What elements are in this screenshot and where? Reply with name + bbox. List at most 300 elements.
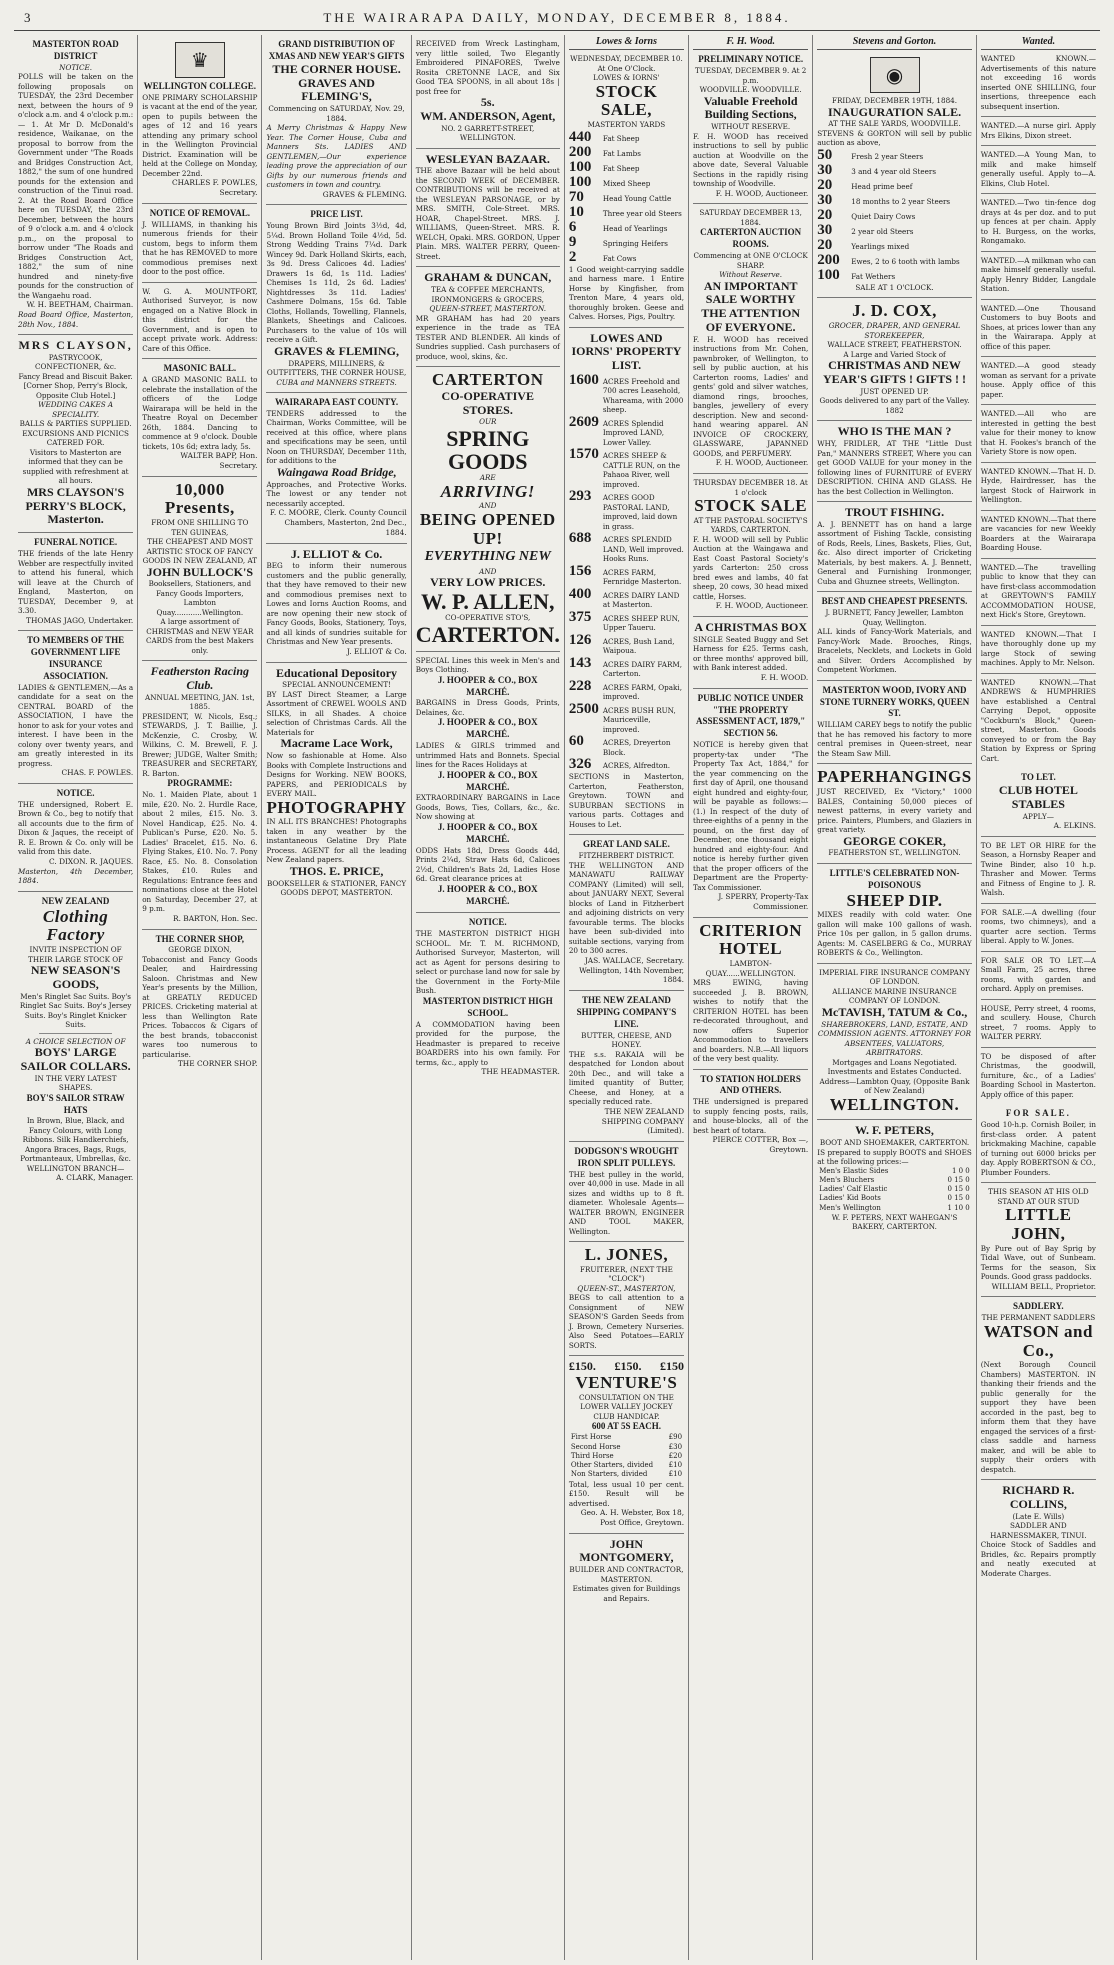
ad-headline: VENTURE'S: [575, 1373, 678, 1393]
item-quantity: 30: [817, 161, 833, 178]
item-quantity: 100: [568, 158, 592, 175]
ad-body: Goods delivered to any part of the Valley. 1882: [819, 396, 970, 415]
item-description: Three year old Steers: [602, 208, 682, 218]
ad-signature: WALTER BAPP, Hon. Secretary.: [180, 451, 258, 470]
ad-line: JUST OPENED UP.: [860, 386, 929, 396]
ad-body: Booksellers, Stationers, and Fancy Goods Importers, Lambton Quay............Wellington.: [148, 579, 252, 617]
ad-title: NOTICE.: [56, 788, 95, 799]
ad-stock-sale-carterton: [693, 474, 808, 617]
ad-title: DODGSON'S WROUGHT IRON SPLIT PULLEYS.: [574, 1146, 679, 1168]
item-description: ACRES SHEEP & CATTLE RUN, on the Pahaoa River, well improved.: [602, 451, 681, 489]
list-item: [817, 253, 971, 268]
ad-body: W. G. A. MOUNTFORT, Authorised Surveyor, is now engaged on a Native Block in this district for the Government, and is open to accept private work. Address: Care of this Office.: [142, 286, 258, 353]
ad-body: Men's Ringlet Sac Suits. Boy's Ringlet Sac Suits. Boy's Jersey Suits. Boy's Ringlet Knicker Suits.: [19, 991, 132, 1030]
ad-road-district: [18, 35, 133, 335]
price-table: [817, 1167, 971, 1213]
ad-headline: W. F. PETERS,: [855, 1123, 934, 1138]
ad-subtitle: LOWES & IORNS': [593, 73, 660, 83]
ad-line: A CHOICE SELECTION OF: [25, 1036, 126, 1046]
item-description: ACRES FARM, Fernridge Masterton.: [602, 567, 682, 587]
ad-date: TUESDAY, DECEMBER 9. At 2 p.m.: [694, 66, 807, 85]
ad-headline: WATSON and Co.,: [983, 1321, 1093, 1360]
property-list: [569, 373, 684, 773]
ad-woodville-sections: [693, 50, 808, 204]
ad-little-john: [981, 1183, 1096, 1297]
row-value: £90: [668, 1433, 683, 1442]
ad-signature: THE CORNER SHOP.: [177, 1059, 258, 1069]
column-3: [262, 35, 411, 1960]
ad-headline: Macrame Lace Work,: [280, 736, 393, 751]
ad-headline: INAUGURATION SALE.: [827, 104, 962, 119]
wanted-notice: WANTED KNOWN.—That there are vacancies for new Weekly Boarders at the Wairarapa Boarding House.: [981, 511, 1096, 559]
column-8: [977, 35, 1100, 1960]
ad-body: IS prepared to supply BOOTS and SHOES at the following prices:—: [817, 1147, 972, 1167]
item-description: ACRES, Dreyerton Block.: [602, 738, 671, 757]
ad-date: Road Board Office, Masterton, 28th Nov., 1884.: [18, 310, 134, 329]
for-sale-list: [981, 837, 1096, 1105]
ad-l-jones: [569, 1242, 684, 1356]
ad-j-d-cox: [817, 298, 971, 421]
ad-signature: F. H. WOOD.: [760, 672, 809, 682]
item-description: Fat Sheep: [602, 133, 640, 143]
ad-price-list: [266, 205, 406, 393]
ad-body: ONE PRIMARY SCHOLARSHIP is vacant at the end of the year, open to pupils between the ages of 12 and 16 years attending any primary school in the Wellington Provincial District. Examination will be held at the College on Monday, December 22nd.: [142, 92, 258, 178]
item-quantity: 200: [568, 143, 592, 160]
ad-life-insurance: [18, 631, 133, 784]
ad-body: LADIES & GIRLS trimmed and untrimmed Hats and Bonnets. Special lines for the Races Holidays at: [415, 741, 560, 770]
ad-signature: JAS. WALLACE, Secretary. Wellington, 14th November, 1884.: [579, 955, 685, 985]
ad-body: SECTIONS in Masterton, Carterton, Featherston, Greytown. TOWN and SUBURBAN SECTIONS in various parts. Cottages and Houses to Let.: [568, 772, 685, 829]
ad-body: Young Brown Bird Joints 3½d, 4d, 5¼d. Brown Holland Toile 4½d, 5d. Strong Wedding Trains 7¼d. Dark Wincey 9d. Dark Holland Skirts, each, 3s 9d. Dress Calicoes 4d. Ladies' Drawers 1s 6d, 1s 11d. Ladies' Chemises 1s 11d, 2s 6d. Ladies' Nightdresses 3s 11d. Ladies' Cashmere Dolmans, 15s 6d. Table Cloths, Hollands, Towelling, Flannels, Blankets, Sheetings and Calicoes. Purchasers to the value of 10s will receive a Gift.: [266, 221, 407, 345]
ad-subtitle: DRAPERS, MILLINERS, & OUTFITTERS, THE CORNER HOUSE,: [266, 358, 407, 378]
ad-body: RECEIVED from Wreck Lastingham, very little soiled, Two Elegantly Embroidered PINAFORES, Twelve Rosita CRETONNE LACE, and Six Good TEA SPOONS, in all about 18s | post free for: [415, 39, 560, 96]
wanted-notice: WANTED.—A milkman who can make himself generally useful. Apply Henry Bidder, Langdale Station.: [981, 252, 1096, 300]
wanted-notice: WANTED.—Two tin-fence dog drays at 4s per doz. and to put up fences at per chain. Apply to H. Burgess, on the works, Rongamako.: [981, 194, 1096, 252]
item-description: 18 months to 2 year Steers: [851, 196, 951, 206]
row-value: 1 10 0: [947, 1203, 970, 1212]
price-label: £150.: [614, 1359, 642, 1374]
table-row: [569, 1443, 684, 1452]
ad-subtitle: (Late E. Wills): [1012, 1511, 1065, 1521]
ad-title: IMPERIAL FIRE INSURANCE COMPANY OF LONDON.: [819, 967, 970, 987]
list-item: [569, 679, 684, 702]
ad-headline: THOS. E. PRICE,: [289, 863, 384, 878]
ad-mrs-clayson: [18, 335, 133, 533]
ad-body: A COMMODATION having been provided for the purpose, the Headmaster is prepared to receive BOARDERS into his own family. For terms, &c., apply to: [415, 1019, 560, 1067]
ad-subtitle: INVITE INSPECTION OF THEIR LARGE STOCK OF: [28, 945, 124, 964]
ad-title: LITTLE'S CELEBRATED NON-POISONOUS: [829, 867, 960, 890]
ad-headline: Featherston Racing Club.: [150, 664, 249, 693]
item-quantity: 440: [568, 128, 592, 145]
table-row: [817, 1185, 971, 1194]
ad-paperhangings: [817, 764, 971, 863]
ad-line: MASTERTON YARDS: [587, 120, 666, 130]
ad-body: THE undersigned is prepared to supply fencing posts, rails, and house-blocks, all of the best heart of totara.: [693, 1097, 809, 1135]
item-description: ACRES FARM, Opaki, improved.: [602, 682, 682, 702]
item-description: Yearlings mixed: [851, 241, 910, 251]
column-5: [565, 35, 689, 1960]
item-quantity: 2609: [568, 413, 599, 430]
ad-headline: LOWES AND IORNS' PROPERTY LIST.: [571, 330, 682, 373]
ad-title: FUNERAL NOTICE.: [34, 537, 118, 548]
ad-title: PRICE LIST.: [310, 209, 363, 220]
ad-headline: STOCK SALE,: [595, 81, 658, 120]
item-description: ACRES, Alfredton.: [602, 761, 670, 771]
item-quantity: 400: [568, 585, 592, 602]
table-row: [569, 1470, 684, 1479]
ad-signature: J. HOOPER & CO., BOX MARCHÉ.: [437, 674, 538, 697]
list-item: [569, 531, 684, 564]
ad-w-f-peters: [817, 1120, 971, 1236]
ad-headline: MASTERTON DISTRICT HIGH SCHOOL.: [422, 995, 553, 1018]
list-item: [569, 160, 684, 175]
ad-body: ODDS Hats 18d, Dress Goods 44d, Prints 2¼d, Straw Hats 6d, Calicoes 2½d, Children's Bats 2d, Ladies Hose 6d. Great clearance prices at: [415, 845, 560, 884]
ad-headline: TROUT FISHING.: [844, 505, 945, 520]
item-quantity: 126: [568, 631, 592, 648]
ad-body: MRS EWING, having succeeded J. B. BROWN, wishes to notify that the CRITERION HOTEL has been re-decorated throughout, and now offers Superior Accommodation to travellers and boarders. N.B.—All liquors of the very best quality.: [693, 978, 809, 1064]
ad-signature: C. DIXON. R. JAQUES.: [49, 856, 134, 866]
ad-body: IN ALL ITS BRANCHES! Photographs taken in any weather by the instantaneous Gelatine Dry Plate Process. AGENT for all the leading New Zealand papers.: [266, 817, 407, 865]
column-header: F. H. Wood.: [693, 35, 808, 50]
ad-body: THE WELLINGTON AND MANAWATU RAILWAY COMPANY (Limited) will sell, about JANUARY NEXT, Several blocks of Land in Fitzherbert and adjoining districts on very favourable terms. The blocks have been sub-divided into suitable sections, varying from 20 to 300 acres.: [568, 860, 685, 956]
ad-headline: JOHN BULLOCK'S: [146, 564, 253, 579]
list-item: [569, 564, 684, 587]
ad-headline: GEORGE COKER,: [843, 833, 946, 848]
wanted-notice: WANTED KNOWN.—That ANDREWS & HUMPHRIES have established a Central Carrying Depot, opposite "Cockburn's Block," Queen-street, Masterton. Goods conveyed to or from the Bay Station by Express or Spring Cart.: [980, 677, 1096, 763]
ad-body: Mortgages and Loans Negotiated. Investments and Estates Conducted. Address—Lambton Quay, (Opposite Bank of New Zealand): [819, 1057, 970, 1096]
ad-christmas-box: [693, 617, 808, 689]
item-description: Fat Wethers: [851, 271, 896, 281]
ad-headline: JOHN MONTGOMERY,: [579, 1536, 674, 1565]
item-quantity: 156: [568, 562, 592, 579]
list-item: [569, 205, 684, 220]
ad-title: TO MEMBERS OF THE GOVERNMENT LIFE INSURANCE ASSOCIATION.: [27, 635, 125, 681]
ad-subtitle: BOOT AND SHOEMAKER, CARTERTON.: [819, 1138, 970, 1148]
item-quantity: 100: [817, 266, 840, 283]
item-description: Fresh 2 year Steers: [851, 151, 924, 161]
ad-signature: J. SPERRY, Property-Tax Commissioner.: [718, 892, 809, 911]
ad-title: THE NEW ZEALAND SHIPPING COMPANY'S LINE.: [576, 995, 677, 1029]
ad-great-land-sale: [569, 835, 684, 991]
column-7: [813, 35, 976, 1960]
wanted-notice: WANTED.—The travelling public to know that they can have first-class accommodation at GREYTOWN'S FAMILY ACCOMMODATION HOUSE, next Hick's Store, Greytown.: [981, 559, 1096, 626]
item-quantity: 30: [817, 221, 833, 238]
ad-criterion-hotel: [693, 918, 808, 1070]
ad-headline: WELLINGTON.: [829, 1094, 960, 1114]
ad-inauguration-sale: [817, 50, 971, 298]
wanted-notice: WANTED.—A Young Man, to milk and make himself generally useful. Apply to—A. Elkins, Club Hotel.: [981, 146, 1096, 194]
ad-subtitle: CO-OPERATIVE STO'S,: [445, 613, 531, 623]
list-item: [817, 178, 971, 193]
ad-headline: LITTLE JOHN,: [1005, 1205, 1072, 1243]
ad-body: Approaches, and Protective Works. The lowest or any tender not necessarily accepted.: [266, 479, 407, 508]
ad-body: MIXES readily with cold water. One gallon will make 100 gallons of wash. Price 10s per gallon, in 5 gallon drums. Agents: M. CASELBERG & Co., MURRAY ROBERTS & Co., Wellington.: [817, 910, 972, 958]
ad-hooper: [416, 652, 560, 914]
ad-body: ALL kinds of Fancy-Work Materials, and Fancy-Work Made. Brooches, Rings, Bracelets, Necklets, and Lockets in Gold and Silver. Orders Accomplished by Competent Workmen.: [817, 627, 972, 675]
ad-notice-high-school: [416, 913, 560, 1081]
list-item: [817, 268, 971, 283]
ad-headline: Clothing Factory: [42, 906, 109, 945]
ad-subtitle: AT THE PASTORAL SOCIETY'S YARDS, CARTERTON.: [693, 515, 808, 535]
ad-signature: J. HOOPER & CO., BOX MARCHÉ.: [437, 769, 538, 792]
ad-signature: R. BARTON, Hon. Sec.: [173, 913, 258, 923]
ad-headline: W. P. ALLEN,: [421, 588, 555, 614]
ad-signature: BOOKSELLER & STATIONER, FANCY GOODS DEPOT, MASTERTON.: [266, 878, 407, 898]
ad-line: WELLINGTON BRANCH—: [26, 1163, 125, 1173]
wanted-notice: WANTED.—A nurse girl. Apply Mrs Elkins, Dixon street.: [981, 117, 1096, 146]
ad-body: Fancy Bread and Biscuit Baker. [Corner Shop, Perry's Block, Opposite Club Hotel.]: [18, 371, 133, 400]
ad-headline: CRITERION HOTEL: [699, 920, 803, 959]
ad-body: MR GRAHAM has had 20 years experience in the trade as TEA TESTER AND BLENDER. All kinds of Sundries supplied. Cash purchasers of produce, wool, skins, &c.: [415, 313, 560, 361]
ad-body: A Merry Christmas & Happy New Year. The Corner House, Cuba and Manners Sts. LADIES AND GENTLEMEN,—Our experience leading prove the appreciation of our Gifts by our numerous friends and customers in town and country.: [266, 123, 407, 190]
ad-title: TO STATION HOLDERS AND OTHERS.: [700, 1073, 801, 1096]
ad-subtitle: FRUITERER, (NEXT THE "CLOCK"): [580, 1264, 673, 1284]
ad-subtitle: Commencing on SATURDAY, Nov. 29, 1884.: [268, 104, 405, 123]
ad-wesleyan-bazaar: [416, 149, 560, 268]
stock-list: [569, 130, 684, 265]
ad-line: CUBA and MANNERS STREETS.: [276, 377, 397, 387]
classified-notice: TO BE LET OR HIRE for the Season, a Hornsby Reaper and Twine Binder, also 10 h.p. Thrasher and Mower. Terms and Fitness of Engine to J. R. Walsh.: [981, 837, 1096, 904]
wanted-notice: WANTED.—A good steady woman as servant for a private house. Apply office of this paper.: [981, 357, 1096, 405]
list-item: [569, 734, 684, 757]
item-quantity: 375: [568, 608, 592, 625]
ad-body: Choice Stock of Saddles and Bridles, &c. Repairs promptly and neatly executed at Moderate Charges.: [980, 1540, 1096, 1578]
ad-trout-fishing: [817, 502, 971, 592]
ad-john-bullock: [142, 477, 257, 662]
ad-headline: STOCK SALE: [694, 496, 808, 516]
ad-headline: WM. ANDERSON, Agent,: [420, 108, 556, 123]
list-item: [569, 702, 684, 735]
ad-body: F. H. WOOD will sell by Public Auction at the Waingawa and East Coast Pastoral Society's yards Carterton: 250 cross bred ewes and lambs, 40 fat sheep, 20 cows, 30 head mixed cattle, Horses.: [693, 534, 809, 601]
ad-headline: AN IMPORTANT SALE WORTHY THE ATTENTION OF EVERYONE.: [701, 278, 801, 335]
ad-line: SADDLER AND HARNESSMAKER, TINUI.: [990, 1521, 1087, 1540]
ad-racing-club: [142, 661, 257, 929]
prize-table: [569, 1433, 684, 1479]
ad-signature: F. C. MOORE, Clerk. County Council Chambers, Masterton, 2nd Dec., 1884.: [269, 508, 407, 537]
list-item: [569, 130, 684, 145]
ad-subtitle: TEA & COFFEE MERCHANTS, IRONMONGERS & GROCERS,: [431, 285, 545, 304]
ad-corner-shop: [142, 930, 257, 1075]
ad-body: THE undersigned, Robert E. Brown & Co., beg to notify that all accounts due to the firm of Dixon & Jaques, the receipt of R. E. Brown & Co. only will be valid from this date.: [18, 799, 134, 857]
ad-line: ARE: [479, 473, 496, 483]
column-header: Stevens and Gorton.: [817, 35, 971, 50]
column-2: [138, 35, 262, 1960]
ad-title: NEW ZEALAND: [41, 895, 110, 906]
row-label: Non Starters, divided: [570, 1470, 648, 1479]
ad-subtitle: PASTRYCOOK, CONFECTIONER, &c.: [35, 352, 117, 372]
ad-signature: W. F. PETERS, NEXT WAHEGAN'S BAKERY, CARTERTON.: [831, 1212, 958, 1232]
ad-body: BY LAST Direct Steamer, a Large Assortment of CREWEL WOOLS AND SILKS, in all Shades. A choice selection of Christmas Cards. All the Materials for: [266, 689, 407, 737]
ad-to-let-stables: [981, 768, 1096, 837]
list-item: [569, 610, 684, 633]
list-item: [569, 250, 684, 265]
ad-subtitle: SHAREBROKERS, LAND, ESTATE, AND COMMISSION AGENTS. ATTORNEY FOR ABSENTEES, VALUATORS, ARBITRATORS.: [817, 1019, 972, 1058]
list-item: [569, 190, 684, 205]
ad-subtitle: THE PERMANENT SADDLERS: [981, 1313, 1096, 1323]
item-quantity: 1600: [568, 371, 599, 388]
list-item: [569, 145, 684, 160]
price-label: £150: [660, 1359, 685, 1374]
item-quantity: 50: [817, 146, 833, 163]
ad-elliot: [266, 544, 406, 663]
table-row: [817, 1204, 971, 1213]
ad-body: By Pure out of Bay Sprig by Tidal Wave, out of Sunbeam. Terms for the season, Six Pounds. Good grass paddocks.: [980, 1243, 1096, 1282]
ad-notice-removal: [142, 204, 257, 283]
ad-turnery-works: [817, 681, 971, 765]
classified-notice: FOR SALE.—A dwelling (four rooms, two chimneys), and a quarter acre section. Terms liberal. Apply to W. Jones.: [981, 904, 1096, 952]
ad-surveyor: [142, 283, 257, 360]
ad-graves-fleming: [266, 35, 406, 205]
item-quantity: 10: [568, 203, 584, 220]
ad-signature: WILLIAM BELL, Proprietor.: [991, 1281, 1096, 1291]
wanted-notice: WANTED KNOWN.—Advertisements of this nature not exceeding 16 words inserted ONE SHILLING, four insertions, threepence each subsequent insertion.: [981, 50, 1096, 117]
ad-date: WEDNESDAY, DECEMBER 10. At One O'Clock.: [570, 54, 683, 73]
ad-headline: McTAVISH, TATUM & Co.,: [821, 1004, 968, 1019]
row-value: £20: [668, 1451, 683, 1460]
table-row: [817, 1167, 971, 1176]
ad-collins: [981, 1480, 1096, 1583]
ad-title: GRAND DISTRIBUTION OF XMAS AND NEW YEAR'S GIFTS: [268, 39, 405, 61]
ad-headline: J. ELLIOT & Co.: [290, 546, 383, 561]
ad-funeral-notice: [18, 533, 133, 631]
ad-body: In Brown, Blue, Black, and Fancy Colours, with Long Ribbons. Silk Handkerchiefs, Angora Braces, Bags, Rugs, Portmanteaux, Umbrellas, &c.: [20, 1116, 131, 1164]
table-row: [817, 1176, 971, 1185]
ad-line: QUEEN-STREET, MASTERTON.: [429, 304, 547, 314]
ad-line: WEDDING CAKES A SPECIALITY.: [38, 400, 114, 419]
ad-signature: THE NEW ZEALAND SHIPPING COMPANY (Limited).: [601, 1106, 685, 1136]
item-description: Fat Cows: [602, 253, 637, 263]
ad-body: A GRAND MASONIC BALL to celebrate the installation of the officers of the Lodge Wairarapa will be held in the Theatre Royal on December 26th, 1884. Dancing to commence at 9 o'clock. Double tickets, 10s 6d; extra lady, 5s.: [142, 375, 258, 451]
table-row: [817, 1194, 971, 1203]
item-description: ACRES BUSH RUN, Mauriceville, improved.: [602, 705, 676, 734]
row-label: Men's Bluchers: [819, 1175, 875, 1184]
classified-notice: HOUSE, Perry street, 4 rooms, and scullery. House, Church street, 7 rooms. Apply to WALTER PERRY.: [981, 1000, 1096, 1048]
ad-date: Masterton, 4th December, 1884.: [18, 866, 134, 886]
ad-line: VERY LOW PRICES.: [430, 575, 546, 590]
ad-body: THE CHEAPEST AND MOST ARTISTIC STOCK OF FANCY GOODS IN NEW ZEALAND, AT: [142, 537, 258, 566]
row-label: Third Horse: [570, 1451, 614, 1460]
ad-line: MASTERTON.: [600, 1574, 653, 1584]
ad-title: THE CORNER SHOP,: [155, 933, 245, 944]
ad-graham-duncan: [416, 267, 560, 367]
ad-headline: GRAVES AND FLEMING'S,: [298, 75, 375, 104]
ad-sheep-dip: [817, 864, 971, 964]
ad-headline: J. D. COX,: [852, 301, 937, 321]
list-item: [569, 757, 684, 772]
ad-saddlery: [981, 1297, 1096, 1480]
ad-best-presents: [817, 592, 971, 680]
ad-line: SALE AT 1 O'CLOCK.: [855, 282, 934, 292]
ad-body: THE best pulley in the world, over 40,000 in use. Made in all sizes and widths up to 8 ft. diameter. Wholesale Agents—WALTER BROWN, ENGINEER AND TOOL MAKER, Wellington.: [568, 1169, 685, 1236]
ad-body: STEVENS & GORTON will sell by public auction as above,: [817, 128, 972, 148]
ad-title: MASONIC BALL.: [163, 363, 237, 374]
row-value: 0 15 0: [947, 1194, 970, 1203]
item-description: 3 and 4 year old Steers: [851, 166, 937, 176]
classified-notice: TO be disposed of after Christmas, the goodwill, furniture, &c., of a Ladies' Boarding School in Masterton. Apply office of this paper.: [980, 1051, 1096, 1099]
ad-signature: Geo. A. H. Webster, Box 18, Post Office, Greytown.: [580, 1508, 685, 1527]
item-description: ACRES DAIRY LAND at Masterton.: [602, 590, 680, 610]
ad-subtitle: J. BURNETT, Fancy Jeweller, Lambton Quay, Wellington.: [825, 608, 964, 627]
row-value: 0 15 0: [947, 1175, 970, 1184]
ad-headline: WESLEYAN BAZAAR.: [425, 151, 550, 166]
price-row: [569, 1360, 684, 1374]
ad-body: EXTRAORDINARY BARGAINS in Lace Goods, Bows, Ties, Collars, &c., &c. Now showing at: [415, 793, 560, 822]
list-item: [569, 489, 684, 531]
ad-body: BEGS to call attention to a Consignment of NEW SEASON'S Garden Seeds from J. Brown, Cemetery Nurseries. Also Seed Potatoes—EARLY SORTS.: [568, 1293, 685, 1350]
ad-line: IN THE VERY LATEST SHAPES.: [34, 1073, 117, 1093]
item-quantity: 30: [817, 191, 833, 208]
column-header: Lowes & Iorns: [569, 35, 684, 50]
ad-signature: F. H. WOOD, Auctioneer.: [715, 458, 809, 468]
divider: [39, 1033, 113, 1034]
ad-subtitle: BUTTER, CHEESE, AND HONEY.: [581, 1030, 672, 1050]
ad-subtitle: NO. 2 GARRETT-STREET, WELLINGTON.: [441, 123, 535, 143]
ad-line: QUEEN-ST., MASTERTON,: [577, 1283, 676, 1293]
ad-line: WOODVILLE. WOODVILLE.: [699, 85, 802, 95]
ad-headline: GRAHAM & DUNCAN,: [424, 270, 552, 285]
ad-headline: CARTERTON: [431, 370, 544, 390]
list-item: [817, 163, 971, 178]
ad-line: 600 AT 5S EACH.: [591, 1421, 662, 1432]
table-row: [569, 1452, 684, 1461]
list-item: [569, 175, 684, 190]
wanted-list: [981, 50, 1096, 768]
ad-body: No. 1. Maiden Plate, about 1 mile, £20. No. 2. Hurdle Race, about 2 miles, £15. No. 3. Novel Handicap, £25. No. 4. Publican's Purse, £20. No. 5. Ladies' Bracelet, £15. No. 6. Flying Stakes, £10. No. 7. Pony Race, £5. No. 8. Consolation Stakes, £10. Rules and Regulations: Entrance fees and nominations close at the Hotel on Saturday, December 27, at 9 p.m.: [142, 790, 258, 914]
ad-body: ALLIANCE MARINE INSURANCE COMPANY OF LONDON.: [832, 986, 957, 1006]
ad-body: F. H. WOOD has received instructions from Mr. Cohen, pawnbroker, of Wellington, to sell by public auction, at his Carterton rooms, Ladies' and gents' gold and silver watches, diamond rings, brooches, bangles, jewellery of every description. New and second-hand wearing apparel. AN INVOICE OF CROCKERY, GLASSWARE, JAPANNED GOODS, and PERFUMERY.: [693, 334, 809, 458]
ad-subhead: BOY'S SAILOR STRAW HATS: [26, 1092, 125, 1115]
ad-signature: CHAS. F. POWLES.: [61, 768, 134, 778]
ad-clothing-factory: [18, 892, 133, 1188]
item-description: Mixed Sheep: [602, 178, 651, 188]
ad-body: Estimates given for Buildings and Repairs.: [572, 1584, 681, 1603]
ad-headline: BEING OPENED UP!: [419, 509, 556, 548]
ad-subtitle: GROCER, DRAPER, AND GENERAL STOREKEEPER,: [828, 321, 961, 340]
ad-body: J. WILLIAMS, in thanking his numerous friends for their custom, begs to inform them that he has REMOVED to more commodious premises next door to the post office.: [142, 219, 258, 277]
ad-line: Without Reserve.: [719, 270, 783, 280]
ad-date: SATURDAY DECEMBER 13, 1884.: [699, 208, 802, 227]
item-quantity: 293: [568, 488, 592, 505]
ad-headline: RICHARD R. COLLINS,: [1002, 1483, 1075, 1511]
item-description: Springing Heifers: [602, 238, 668, 248]
item-quantity: 326: [568, 756, 592, 773]
ad-body: THE MASTERTON DISTRICT HIGH SCHOOL. Mr. T. M. RICHMOND, Authorised Surveyor, Masterton, will act as Agent for persons desiring to select or purchase land now for sale by the Government in the Forty-Mile Bush.: [415, 929, 560, 996]
item-description: ACRES Splendid Improved LAND, Lower Valley.: [602, 418, 665, 447]
ad-line: WALLACE STREET, FEATHERSTON.: [827, 340, 962, 350]
row-label: Ladies' Kid Boots: [819, 1194, 881, 1203]
item-description: ACRES DAIRY FARM, Carterton.: [602, 659, 683, 679]
ad-signature: THE HEADMASTER.: [481, 1067, 560, 1077]
ad-subtitle: CONSULTATION ON THE LOWER VALLEY JOCKEY CLUB HANDICAP.: [578, 1392, 674, 1421]
ad-title: MASTERTON ROAD DISTRICT: [32, 39, 119, 61]
ad-headline: NEW SEASON'S GOODS,: [30, 963, 121, 991]
item-quantity: 9: [568, 233, 577, 250]
ad-body: WILLIAM CAREY begs to notify the public that he has removed his factory to more central premises in Queen-street, near the Steam Saw Mill.: [817, 720, 972, 758]
wanted-notice: WANTED.—One Thousand Customers to buy Boots and Shoes, at prices lower than any in the Wairarapa. Apply at office of this paper.: [981, 300, 1096, 358]
ad-body: BEG to inform their numerous customers and the public generally, that they have removed to their new and commodious premises next to Lowes and Iorns Auction Rooms, and are now opening their new stock of Fancy Goods, Books, Stationery, Toys, and all kinds of sundries suitable for Christmas and New Year presents.: [266, 561, 407, 647]
ad-headline: MRS CLAYSON'S PERRY'S BLOCK, Masterton.: [25, 484, 126, 527]
ad-headline: SPRING GOODS: [446, 425, 530, 475]
item-description: Head of Yearlings: [602, 223, 668, 233]
ad-body: NOTICE is hereby given that property-tax under "The Property Tax Act, 1884," for the year commencing on the first day of April, one thousand eight hundred and eighty-four, will be payable as follows:— (1.) In respect of the duty of three-eighths of a penny in the pound, on the first day of December, one thousand eight hundred and eighty-four. And notice is hereby further given that the proper officers of the Department are the Property-Tax Commissioner.: [693, 740, 809, 892]
ad-title: SADDLERY.: [1013, 1301, 1064, 1312]
ad-signature: J. HOOPER & CO., BOX MARCHÉ.: [437, 821, 538, 844]
list-item: [817, 193, 971, 208]
ad-line: AND: [479, 566, 497, 576]
ad-headline: SHEEP DIP.: [846, 890, 943, 910]
list-item: [569, 656, 684, 679]
columns: [14, 35, 1100, 1960]
